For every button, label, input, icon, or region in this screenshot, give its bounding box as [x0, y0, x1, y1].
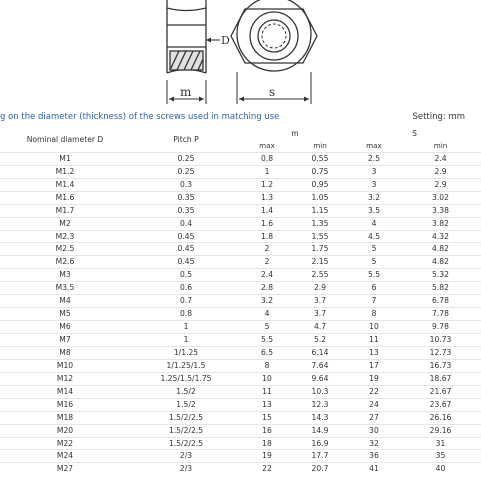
- cell-m-min: 12.3: [292, 398, 348, 411]
- table-caption: g on the diameter (thickness) of the screws used in matching use: [0, 112, 280, 122]
- table-row: [0, 398, 481, 411]
- cell-s-min: 2.4: [400, 152, 481, 165]
- cell-m-max: 1.4: [242, 204, 292, 217]
- table-body: [0, 152, 481, 475]
- cell-s-min: 9.78: [400, 321, 481, 334]
- table-row: [0, 372, 481, 385]
- cell-s-max: 5: [348, 243, 400, 256]
- cell-m-max: 4: [242, 308, 292, 321]
- hex-nut-diagram: [0, 0, 481, 110]
- label-d: D: [221, 34, 230, 47]
- cell-s-min: 29.16: [400, 424, 481, 437]
- cell-m-min: 7.64: [292, 359, 348, 372]
- cell-pitch: 0.35: [130, 204, 242, 217]
- cell-m-max: 6.5: [242, 346, 292, 359]
- cell-m-max: 10: [242, 372, 292, 385]
- subheader-m-min: min: [313, 140, 327, 150]
- cell-s-min: 35: [400, 450, 481, 463]
- cell-s-max: 41: [348, 463, 400, 475]
- cell-pitch: 0.45: [130, 230, 242, 243]
- cell-s-max: 3.5: [348, 204, 400, 217]
- cell-m-min: 0.75: [292, 165, 348, 178]
- header-nominal-diameter: Nominal diameter D: [26, 134, 104, 144]
- table-row: [0, 437, 481, 450]
- cell-m-max: 2.4: [242, 269, 292, 282]
- table-row: [0, 321, 481, 334]
- header-pitch: Pitch P: [173, 134, 199, 144]
- cell-s-min: 3.38: [400, 204, 481, 217]
- cell-s-max: 4: [348, 217, 400, 230]
- cell-nominal: M7: [0, 334, 130, 347]
- cell-nominal: M2.3: [0, 230, 130, 243]
- unit-setting: Setting: mm: [412, 112, 465, 122]
- cell-m-min: 2.15: [292, 256, 348, 269]
- cell-m-max: 1: [242, 165, 292, 178]
- cell-nominal: M16: [0, 398, 130, 411]
- cell-m-max: 0.8: [242, 152, 292, 165]
- cell-pitch: 1: [130, 334, 242, 347]
- cell-nominal: M2.6: [0, 256, 130, 269]
- table-row: [0, 282, 481, 295]
- cell-pitch: 0.35: [130, 191, 242, 204]
- cell-pitch: 1/1.25/1.5: [130, 359, 242, 372]
- cell-s-min: 5.82: [400, 282, 481, 295]
- cell-m-min: 5.2: [292, 334, 348, 347]
- cell-nominal: M10: [0, 359, 130, 372]
- cell-m-max: 2.8: [242, 282, 292, 295]
- cell-m-min: 2.55: [292, 269, 348, 282]
- cell-s-max: 3.2: [348, 191, 400, 204]
- table-row: [0, 178, 481, 191]
- cell-m-max: 5: [242, 321, 292, 334]
- cell-m-min: 1.75: [292, 243, 348, 256]
- cell-m-max: 1.6: [242, 217, 292, 230]
- table-row: [0, 191, 481, 204]
- cell-s-min: 23.67: [400, 398, 481, 411]
- cell-pitch: 0.25: [130, 152, 242, 165]
- cell-nominal: M4: [0, 295, 130, 308]
- subheader-s-max: max: [366, 140, 382, 150]
- cell-nominal: M2.5: [0, 243, 130, 256]
- table-row: [0, 269, 481, 282]
- cell-s-max: 24: [348, 398, 400, 411]
- cell-s-max: 2.5: [348, 152, 400, 165]
- cell-s-max: 5.5: [348, 269, 400, 282]
- nut-side-view: [167, 0, 220, 104]
- cell-s-max: 8: [348, 308, 400, 321]
- table-row: [0, 424, 481, 437]
- cell-s-min: 26.16: [400, 411, 481, 424]
- cell-s-min: 4.32: [400, 230, 481, 243]
- cell-s-max: 30: [348, 424, 400, 437]
- cell-nominal: M3: [0, 269, 130, 282]
- cell-nominal: M1.6: [0, 191, 130, 204]
- cell-s-min: 4.82: [400, 256, 481, 269]
- cell-s-max: 3: [348, 178, 400, 191]
- cell-pitch: 2/3: [130, 450, 242, 463]
- label-s: s: [269, 85, 276, 99]
- cell-m-min: 14.3: [292, 411, 348, 424]
- table-row: [0, 463, 481, 475]
- cell-s-max: 19: [348, 372, 400, 385]
- table-row: [0, 308, 481, 321]
- cell-pitch: 1.25/1.5/1.75: [130, 372, 242, 385]
- cell-m-max: 5.5: [242, 334, 292, 347]
- cell-m-min: 0.55: [292, 152, 348, 165]
- cell-pitch: 0.45: [130, 243, 242, 256]
- cell-s-max: 11: [348, 334, 400, 347]
- table-row: [0, 204, 481, 217]
- cell-pitch: 1.5/2/2.5: [130, 411, 242, 424]
- cell-nominal: M5: [0, 308, 130, 321]
- cell-m-min: 6.14: [292, 346, 348, 359]
- cell-s-max: 10: [348, 321, 400, 334]
- cell-s-min: 5.32: [400, 269, 481, 282]
- cell-m-min: 2.9: [292, 282, 348, 295]
- cell-s-min: 10.73: [400, 334, 481, 347]
- cell-nominal: M1.4: [0, 178, 130, 191]
- cell-m-min: 10.3: [292, 385, 348, 398]
- cell-m-max: 19: [242, 450, 292, 463]
- cell-m-max: 15: [242, 411, 292, 424]
- header-m: m: [291, 129, 299, 138]
- cell-pitch: 1.5/2/2.5: [130, 424, 242, 437]
- cell-pitch: 0.7: [130, 295, 242, 308]
- cell-s-min: 4.82: [400, 243, 481, 256]
- label-m: m: [180, 85, 192, 99]
- cell-m-max: 2: [242, 243, 292, 256]
- table-row: [0, 450, 481, 463]
- cell-s-min: 7.78: [400, 308, 481, 321]
- cell-m-max: 3.2: [242, 295, 292, 308]
- table-row: [0, 334, 481, 347]
- cell-m-max: 16: [242, 424, 292, 437]
- cell-m-min: 3.7: [292, 308, 348, 321]
- cell-nominal: M3.5: [0, 282, 130, 295]
- cell-s-max: 32: [348, 437, 400, 450]
- header-s: S: [412, 129, 417, 138]
- cell-s-max: 7: [348, 295, 400, 308]
- table-row: [0, 411, 481, 424]
- cell-pitch: 0.45: [130, 256, 242, 269]
- cell-s-min: 31: [400, 437, 481, 450]
- cell-m-min: 17.7: [292, 450, 348, 463]
- cell-m-min: 4.7: [292, 321, 348, 334]
- table-row: [0, 152, 481, 165]
- cell-m-max: 1.2: [242, 178, 292, 191]
- cell-s-min: 3.02: [400, 191, 481, 204]
- cell-nominal: M1: [0, 152, 130, 165]
- cell-s-min: 3.82: [400, 217, 481, 230]
- cell-s-max: 6: [348, 282, 400, 295]
- cell-nominal: M14: [0, 385, 130, 398]
- cell-m-max: 2: [242, 256, 292, 269]
- table-row: [0, 256, 481, 269]
- cell-pitch: 2/3: [130, 463, 242, 475]
- cell-m-max: 1.3: [242, 191, 292, 204]
- cell-s-min: 12.73: [400, 346, 481, 359]
- cell-s-max: 17: [348, 359, 400, 372]
- cell-s-min: 16.73: [400, 359, 481, 372]
- cell-s-min: 2.9: [400, 165, 481, 178]
- cell-s-max: 27: [348, 411, 400, 424]
- cell-nominal: M24: [0, 450, 130, 463]
- cell-s-max: 3: [348, 165, 400, 178]
- cell-s-max: 13: [348, 346, 400, 359]
- cell-pitch: 1/1.25: [130, 346, 242, 359]
- cell-pitch: 0.5: [130, 269, 242, 282]
- cell-pitch: 1.5/2: [130, 398, 242, 411]
- cell-pitch: 0.3: [130, 178, 242, 191]
- cell-m-min: 3.7: [292, 295, 348, 308]
- cell-nominal: M1.2: [0, 165, 130, 178]
- cell-m-min: 0.95: [292, 178, 348, 191]
- cell-m-max: 11: [242, 385, 292, 398]
- cell-m-max: 22: [242, 463, 292, 475]
- cell-nominal: M1.7: [0, 204, 130, 217]
- cell-s-min: 40: [400, 463, 481, 475]
- cell-s-max: 36: [348, 450, 400, 463]
- cell-pitch: 0.4: [130, 217, 242, 230]
- cell-pitch: 1.5/2/2.5: [130, 437, 242, 450]
- cell-pitch: 0.6: [130, 282, 242, 295]
- cell-s-min: 6.78: [400, 295, 481, 308]
- cell-nominal: M27: [0, 463, 130, 475]
- cell-m-max: 13: [242, 398, 292, 411]
- cell-nominal: M20: [0, 424, 130, 437]
- cell-m-min: 20.7: [292, 463, 348, 475]
- cell-s-max: 22: [348, 385, 400, 398]
- cell-nominal: M8: [0, 346, 130, 359]
- table-row: [0, 346, 481, 359]
- cell-m-min: 1.35: [292, 217, 348, 230]
- cell-m-min: 9.64: [292, 372, 348, 385]
- table-row: [0, 230, 481, 243]
- cell-m-min: 16.9: [292, 437, 348, 450]
- cell-nominal: M18: [0, 411, 130, 424]
- cell-nominal: M12: [0, 372, 130, 385]
- cell-nominal: M2: [0, 217, 130, 230]
- cell-nominal: M22: [0, 437, 130, 450]
- table-row: [0, 165, 481, 178]
- cell-s-min: 18.67: [400, 372, 481, 385]
- cell-nominal: M6: [0, 321, 130, 334]
- table-row: [0, 217, 481, 230]
- cell-s-max: 5: [348, 256, 400, 269]
- cell-m-max: 8: [242, 359, 292, 372]
- cell-m-min: 1.15: [292, 204, 348, 217]
- table-row: [0, 359, 481, 372]
- cell-pitch: 1: [130, 321, 242, 334]
- cell-m-max: 1.8: [242, 230, 292, 243]
- table-row: [0, 243, 481, 256]
- subheader-m-max: max: [259, 140, 275, 150]
- subheader-s-min: min: [433, 140, 448, 150]
- cell-pitch: 0.25: [130, 165, 242, 178]
- cell-s-min: 2.9: [400, 178, 481, 191]
- cell-m-min: 1.05: [292, 191, 348, 204]
- cell-s-max: 4.5: [348, 230, 400, 243]
- cell-m-min: 14.9: [292, 424, 348, 437]
- cell-s-min: 21.67: [400, 385, 481, 398]
- table-row: [0, 295, 481, 308]
- cell-pitch: 1.5/2: [130, 385, 242, 398]
- cell-m-min: 1.55: [292, 230, 348, 243]
- cell-m-max: 18: [242, 437, 292, 450]
- cell-pitch: 0.8: [130, 308, 242, 321]
- table-row: [0, 385, 481, 398]
- nut-dimension-table: [0, 128, 481, 475]
